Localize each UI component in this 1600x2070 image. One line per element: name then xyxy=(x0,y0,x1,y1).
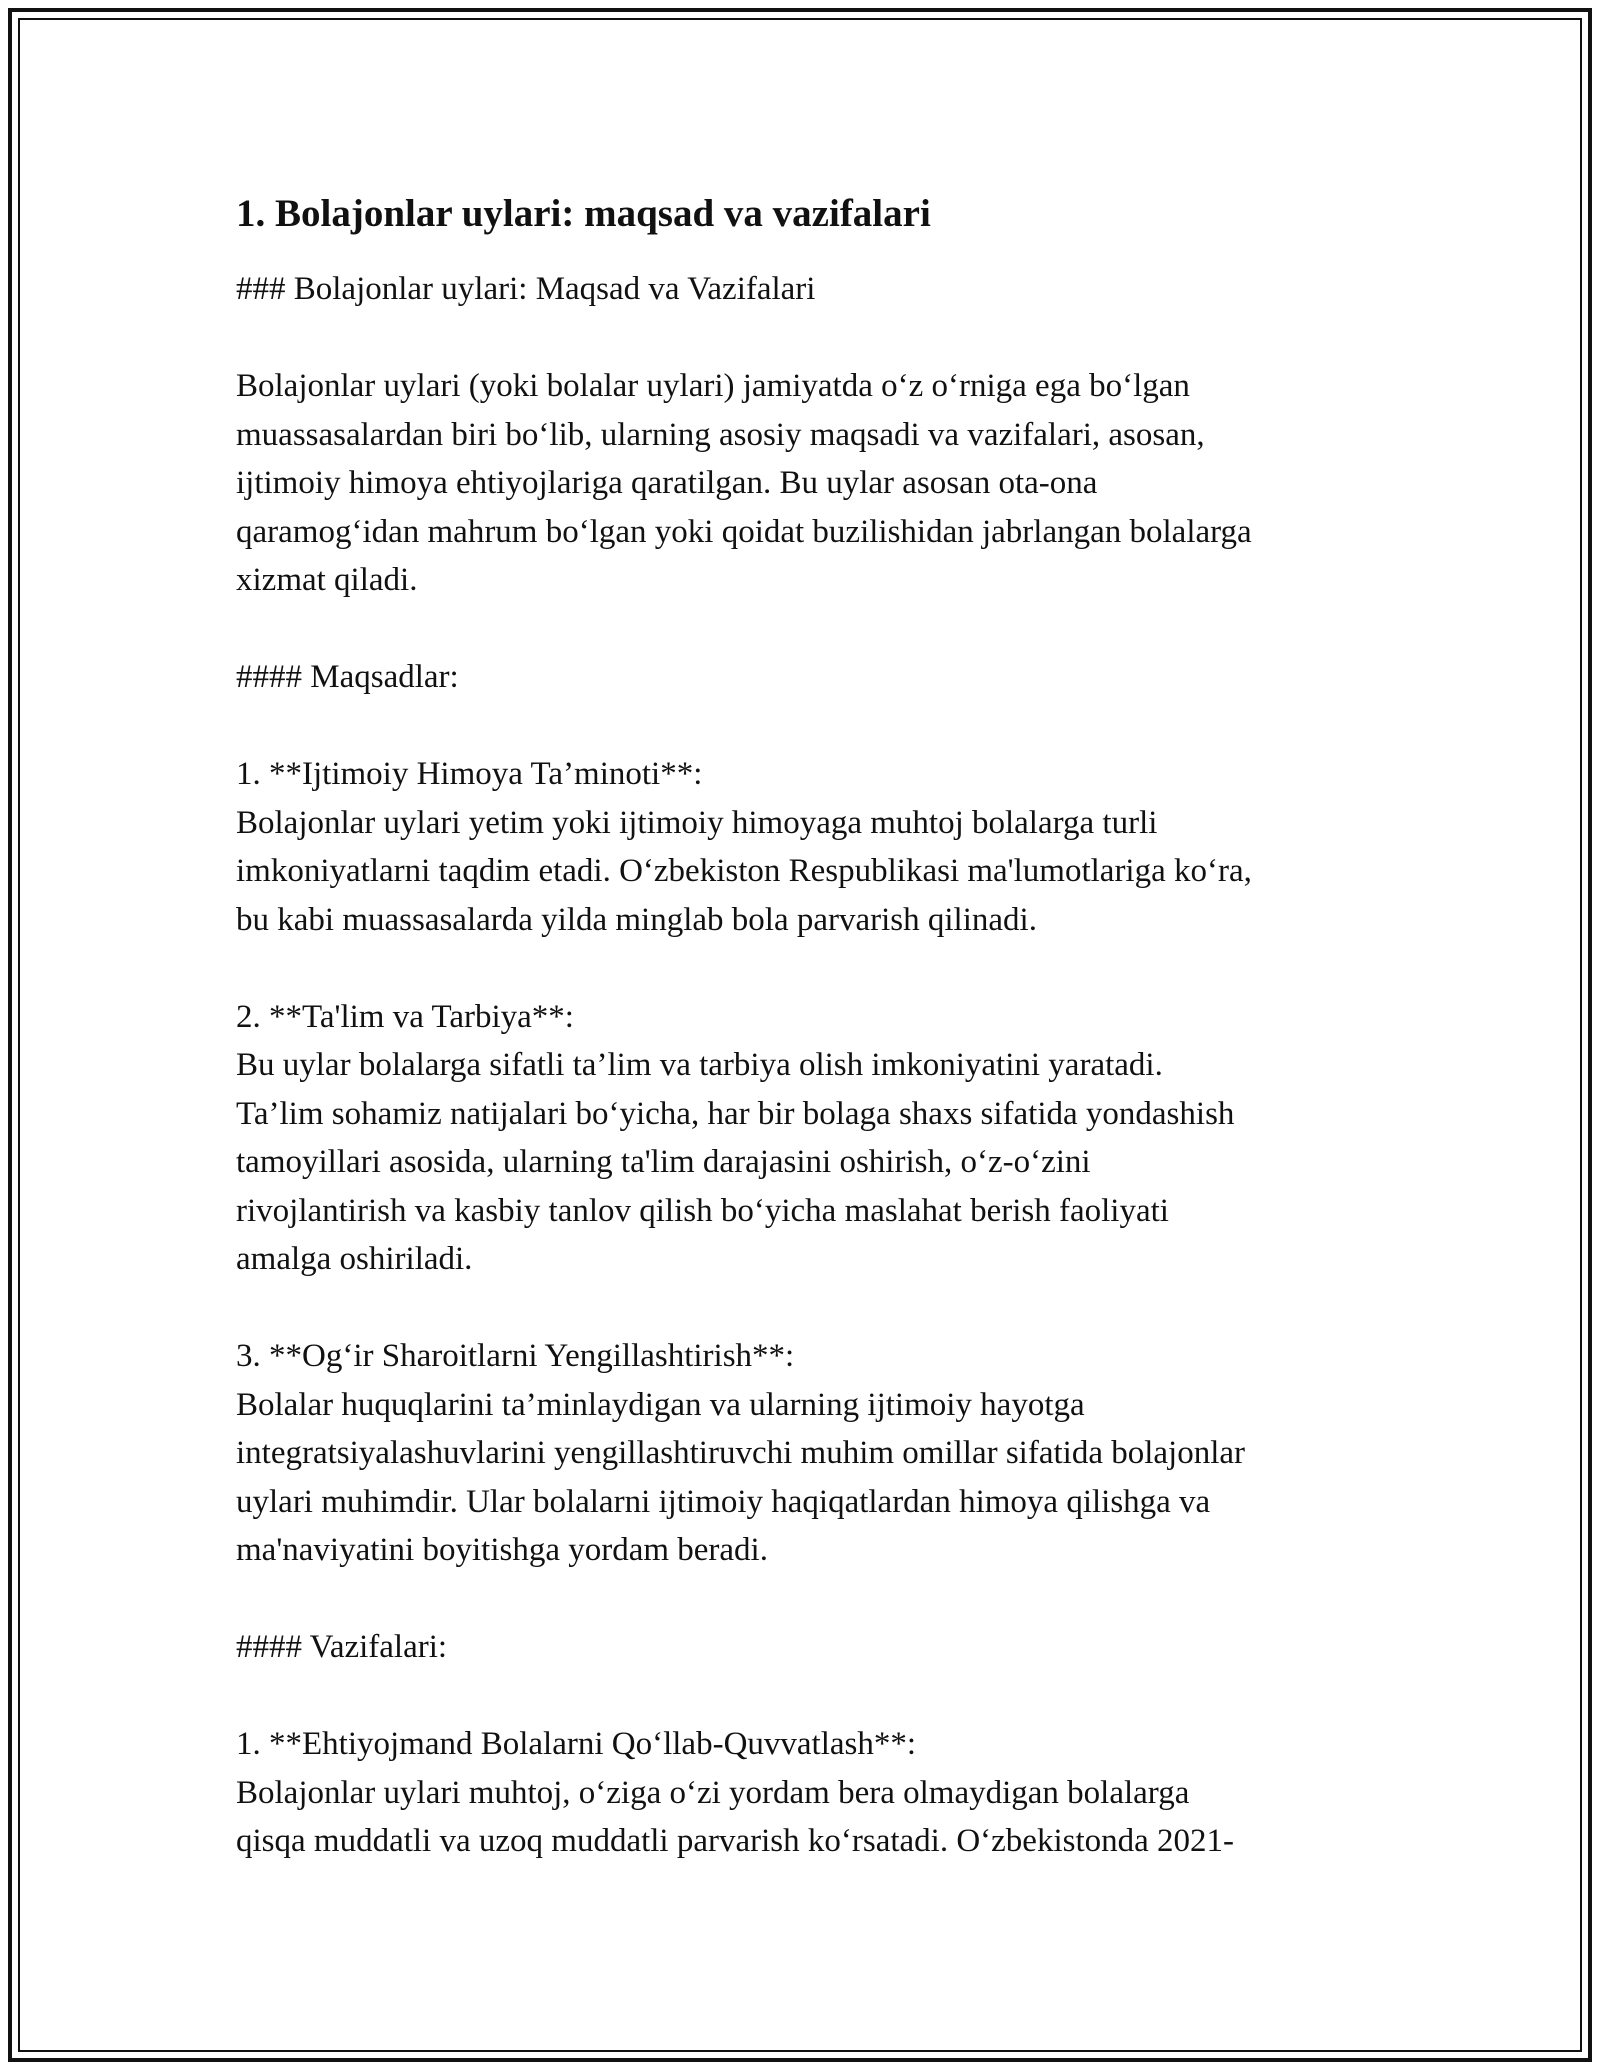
document-body xyxy=(236,183,1376,1914)
goals-heading: #### Maqsadlar: xyxy=(236,659,459,695)
goal-item-1: 1. **Ijtimoiy Himoya Ta’minoti**: Bolajonlar uylari yetim yoki ijtimoiy himoyaga muhtoj bolalarga turli imkoniyatlarni taqdim etadi. O‘zbekiston Respublikasi ma'lumotlariga ko‘ra, bu kabi muassasalarda yilda minglab bola parvarish qilinadi. xyxy=(236,756,1252,938)
intro-paragraph: Bolajonlar uylari (yoki bolalar uylari) jamiyatda o‘z o‘rniga ega bo‘lgan muassasalardan biri bo‘lib, ularning asosiy maqsadi va vazifalari, asosan, ijtimoiy himoya ehtiyojlariga qaratilgan. Bu uylar asosan ota-ona qaramog‘idan mahrum bo‘lgan yoki qoidat buzilishidan jabrlangan bolalarga xizmat qiladi. xyxy=(236,368,1252,598)
document-title: 1. Bolajonlar uylari: maqsad va vazifalari xyxy=(236,192,931,235)
goal-item-2: 2. **Ta'lim va Tarbiya**: Bu uylar bolalarga sifatli ta’lim va tarbiya olish imkoniyatini yaratadi. Ta’lim sohamiz natijalari bo‘yicha, har bir bolaga shaxs sifatida yondashish tamoyillari asosida, ularning ta'lim darajasini oshirish, o‘z-o‘zini rivojlantirish va kasbiy tanlov qilish bo‘yicha maslahat berish faoliyati amalga oshiriladi. xyxy=(236,998,1235,1277)
section-heading: ### Bolajonlar uylari: Maqsad va Vazifalari xyxy=(236,271,816,307)
task-item-1: 1. **Ehtiyojmand Bolalarni Qo‘llab-Quvvatlash**: Bolajonlar uylari muhtoj, o‘ziga o‘zi yordam bera olmaydigan bolalarga qisqa muddatli va uzoq muddatli parvarish ko‘rsatadi. O‘zbekistonda 2021- xyxy=(236,1726,1235,1859)
tasks-heading: #### Vazifalari: xyxy=(236,1629,448,1665)
goal-item-3: 3. **Og‘ir Sharoitlarni Yengillashtirish**: Bolalar huquqlarini ta’minlaydigan va ularning ijtimoiy hayotga integratsiyalashuvlarini yengillashtiruvchi muhim omillar sifatida bolajonlar uylari muhimdir. Ular bolalarni ijtimoiy haqiqatlardan himoya qilishga va ma'naviyatini boyitishga yordam beradi. xyxy=(236,1338,1246,1568)
